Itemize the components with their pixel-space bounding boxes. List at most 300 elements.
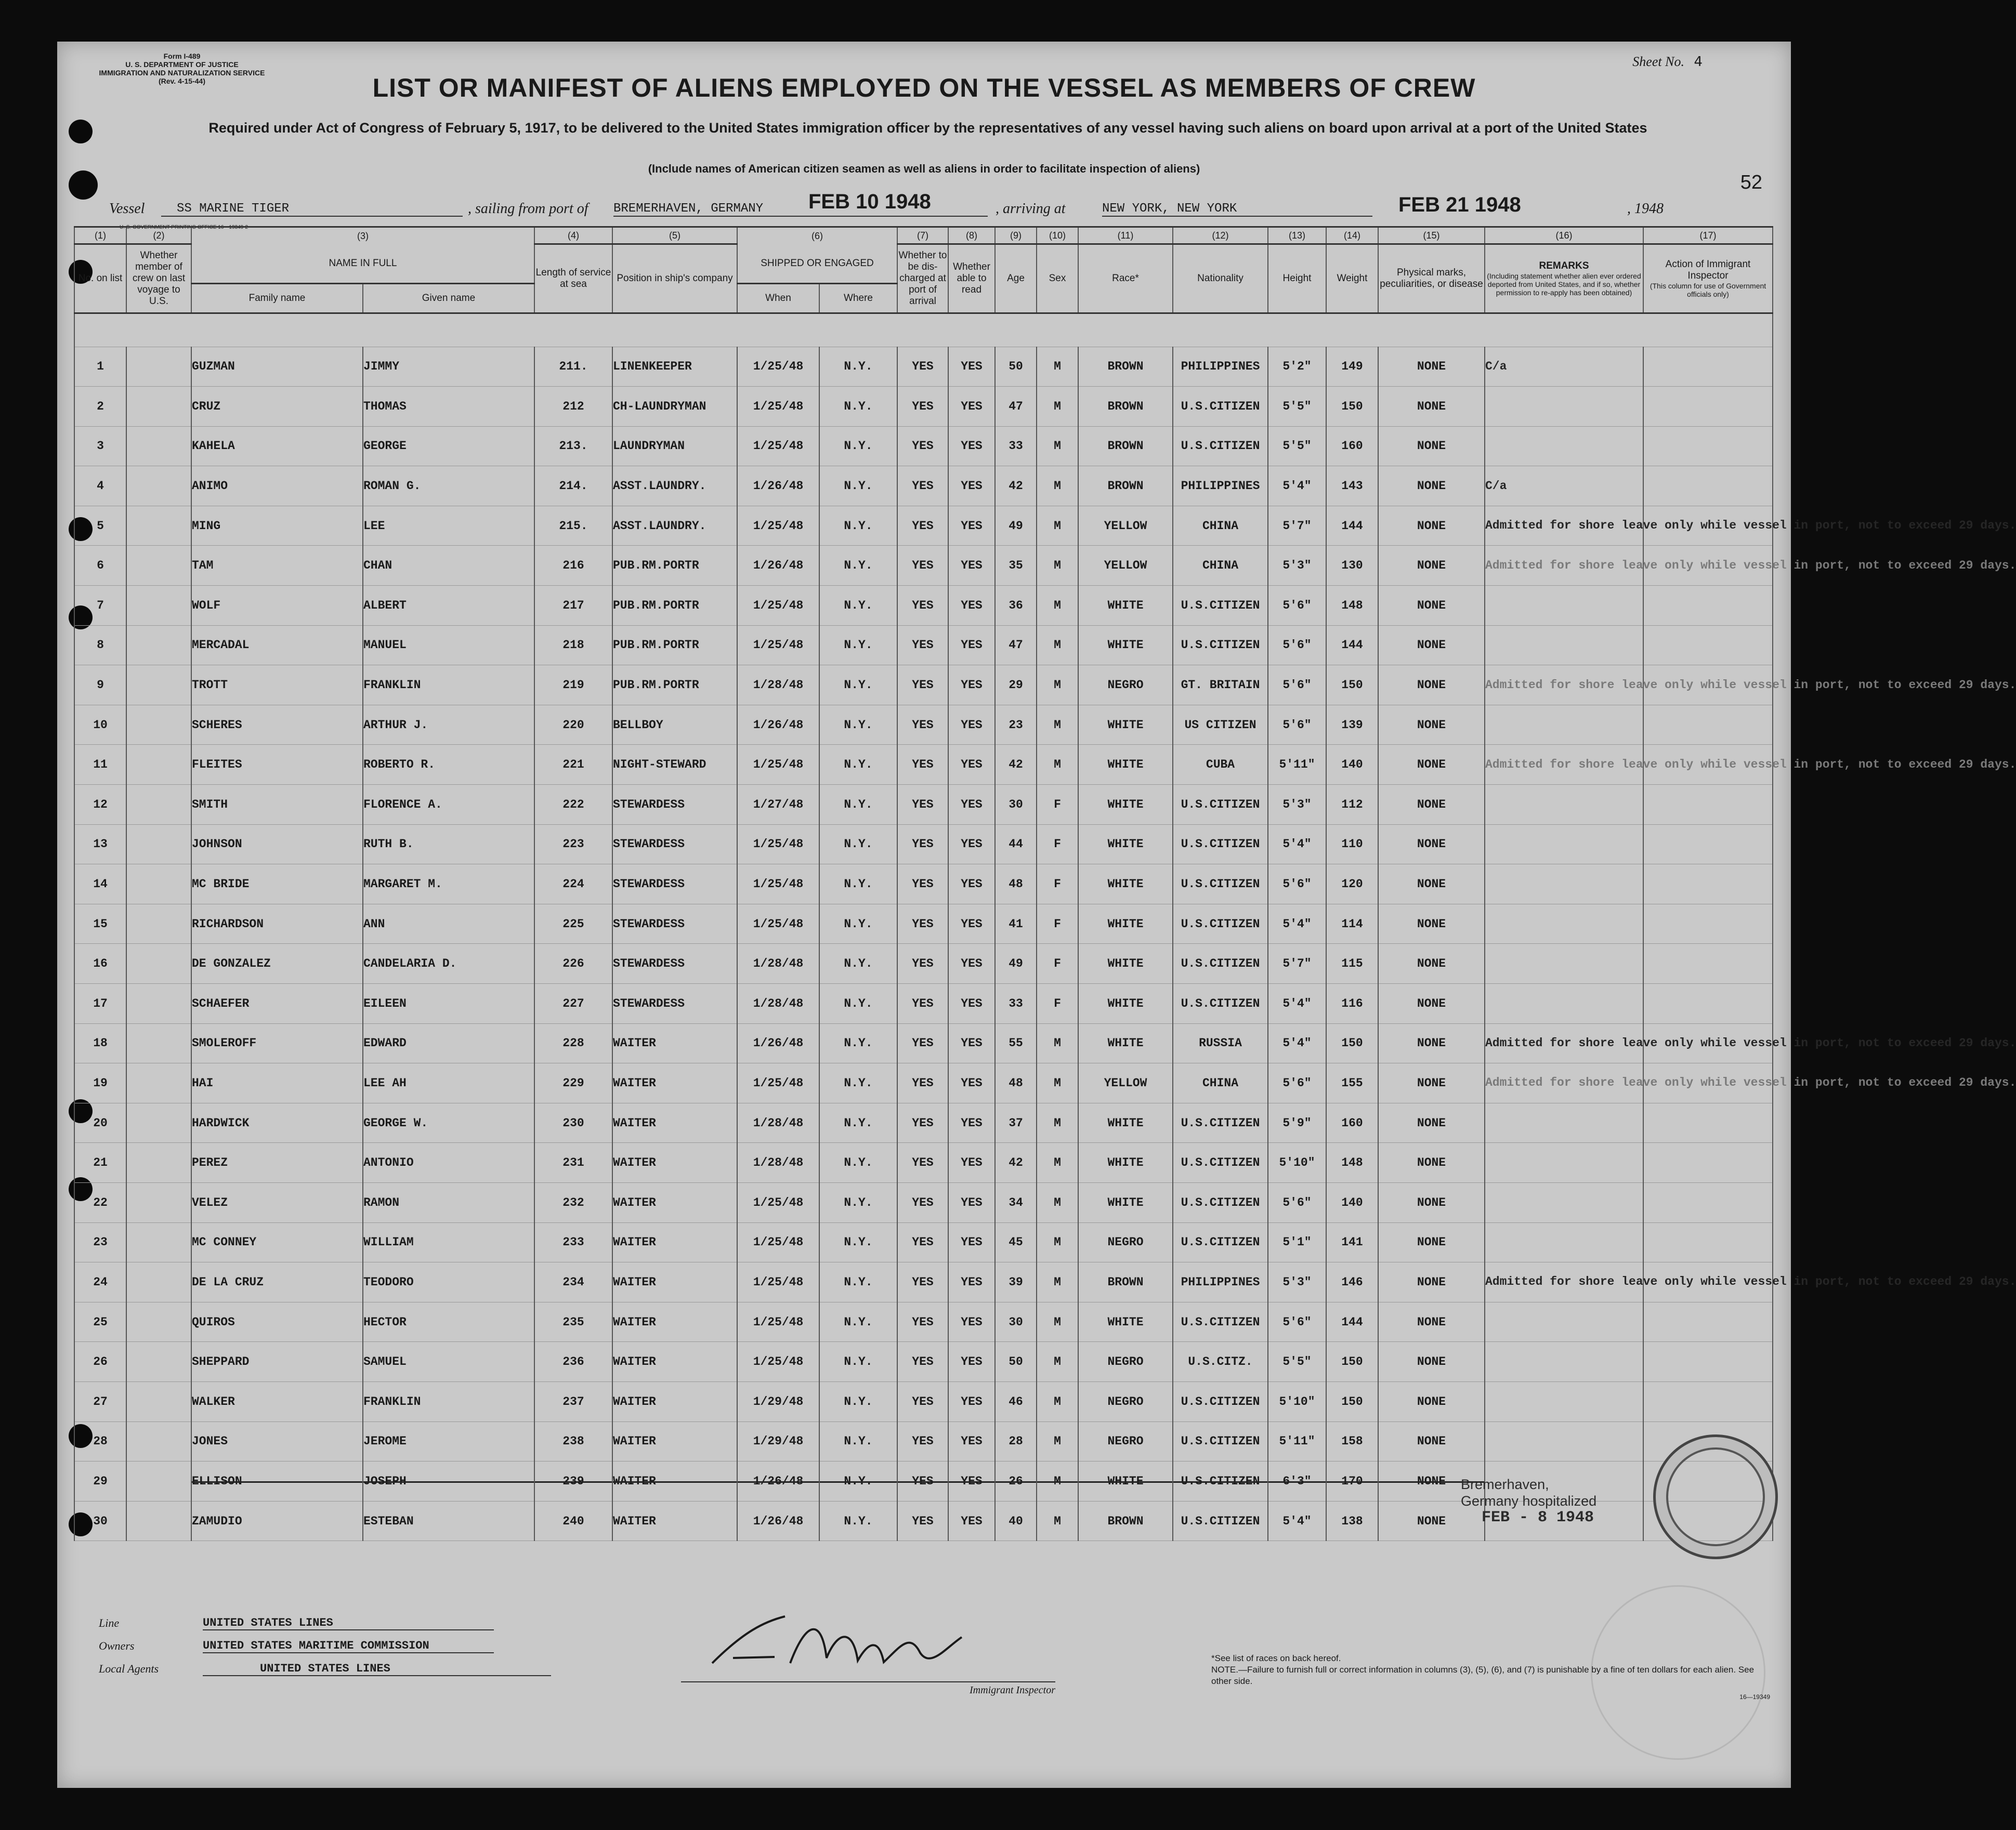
able-to-read: YES — [948, 665, 995, 705]
vessel-info-row — [109, 190, 1695, 219]
nationality: U.S.CITIZEN — [1173, 1302, 1268, 1342]
race: BROWN — [1078, 1501, 1173, 1541]
age: 30 — [995, 1302, 1037, 1342]
header-discharged: Whether to be dis-charged at port of arrival — [897, 244, 948, 313]
sheet-number — [1632, 54, 1703, 70]
race: WHITE — [1078, 625, 1173, 665]
last-voyage-cell — [126, 1063, 191, 1103]
able-to-read: YES — [948, 1302, 995, 1342]
table-row — [74, 586, 1773, 626]
age: 30 — [995, 785, 1037, 825]
able-to-read: YES — [948, 1462, 995, 1502]
shipped-where: N.Y. — [819, 1182, 897, 1222]
weight: 148 — [1326, 586, 1378, 626]
last-voyage-cell — [126, 1421, 191, 1462]
height: 5'10" — [1268, 1381, 1326, 1421]
position: PUB.RM.PORTR — [612, 546, 737, 586]
family-name: ELLISON — [191, 1462, 363, 1502]
shipped-where: N.Y. — [819, 824, 897, 864]
inspector-action-cell — [1643, 1103, 1773, 1143]
inspector-action-cell — [1643, 944, 1773, 984]
form-number: Form I-489 — [163, 52, 201, 60]
given-name: WILLIAM — [363, 1222, 534, 1262]
table-row — [74, 665, 1773, 705]
hospital-note-date: FEB - 8 1948 — [1482, 1509, 1594, 1526]
sex: M — [1037, 1023, 1078, 1063]
row-number: 16 — [74, 944, 126, 984]
sex: M — [1037, 1421, 1078, 1462]
shipped-when: 1/25/48 — [737, 1222, 819, 1262]
sex: F — [1037, 864, 1078, 904]
inspector-action-cell — [1643, 625, 1773, 665]
official-seal — [1653, 1434, 1778, 1559]
to-be-discharged: YES — [897, 1222, 948, 1262]
inspector-action-cell — [1643, 426, 1773, 466]
remarks — [1485, 824, 1643, 864]
to-be-discharged: YES — [897, 785, 948, 825]
to-be-discharged: YES — [897, 466, 948, 506]
last-voyage-cell — [126, 824, 191, 864]
header-when: When — [737, 283, 819, 313]
remarks — [1485, 904, 1643, 944]
able-to-read: YES — [948, 1182, 995, 1222]
able-to-read: YES — [948, 824, 995, 864]
last-voyage-cell — [126, 586, 191, 626]
family-name: PEREZ — [191, 1143, 363, 1183]
sex: M — [1037, 426, 1078, 466]
given-name: EILEEN — [363, 984, 534, 1024]
physical-marks: NONE — [1378, 984, 1485, 1024]
row-number: 20 — [74, 1103, 126, 1143]
length-of-service: 223 — [534, 824, 612, 864]
row-number: 2 — [74, 387, 126, 427]
to-be-discharged: YES — [897, 864, 948, 904]
inspector-action-cell — [1643, 1302, 1773, 1342]
sex: F — [1037, 904, 1078, 944]
length-of-service: 240 — [534, 1501, 612, 1541]
table-row — [74, 1063, 1773, 1103]
weight: 148 — [1326, 1143, 1378, 1183]
weight: 140 — [1326, 745, 1378, 785]
age: 26 — [995, 1462, 1037, 1502]
row-number: 15 — [74, 904, 126, 944]
race: BROWN — [1078, 387, 1173, 427]
family-name: MC BRIDE — [191, 864, 363, 904]
height: 5'6" — [1268, 665, 1326, 705]
family-name: SCHERES — [191, 705, 363, 745]
inspector-action-cell — [1643, 387, 1773, 427]
height: 6'3" — [1268, 1462, 1326, 1502]
physical-marks: NONE — [1378, 1421, 1485, 1462]
sex: M — [1037, 1342, 1078, 1382]
shipped-where: N.Y. — [819, 546, 897, 586]
weight: 150 — [1326, 665, 1378, 705]
position: LINENKEEPER — [612, 347, 737, 387]
length-of-service: 221 — [534, 745, 612, 785]
age: 49 — [995, 944, 1037, 984]
shipped-where: N.Y. — [819, 387, 897, 427]
remarks — [1485, 1182, 1643, 1222]
shipped-when: 1/28/48 — [737, 665, 819, 705]
physical-marks: NONE — [1378, 1381, 1485, 1421]
row-number: 28 — [74, 1421, 126, 1462]
able-to-read: YES — [948, 1023, 995, 1063]
height: 5'9" — [1268, 1103, 1326, 1143]
shipped-where: N.Y. — [819, 705, 897, 745]
remarks — [1485, 586, 1643, 626]
length-of-service: 216 — [534, 546, 612, 586]
document-subtitle: Required under Act of Congress of February 5, 1917, to be delivered to the United States immigration officer by the representatives of any vessel having such aliens on board upon arrival at a port of the United States — [208, 120, 1647, 136]
table-row — [74, 426, 1773, 466]
col-number: (15) — [1378, 227, 1485, 244]
age: 35 — [995, 546, 1037, 586]
age: 50 — [995, 347, 1037, 387]
shipped-when: 1/26/48 — [737, 1501, 819, 1541]
shipped-when: 1/25/48 — [737, 1063, 819, 1103]
row-number: 10 — [74, 705, 126, 745]
age: 45 — [995, 1222, 1037, 1262]
last-voyage-cell — [126, 1103, 191, 1143]
given-name: JOSEPH — [363, 1462, 534, 1502]
nationality: U.S.CITIZEN — [1173, 625, 1268, 665]
length-of-service: 226 — [534, 944, 612, 984]
length-of-service: 218 — [534, 625, 612, 665]
to-be-discharged: YES — [897, 1023, 948, 1063]
nationality: U.S.CITIZEN — [1173, 785, 1268, 825]
remarks — [1485, 1103, 1643, 1143]
row-number: 30 — [74, 1501, 126, 1541]
header-inspector-action — [1643, 244, 1773, 313]
height: 5'6" — [1268, 864, 1326, 904]
agents-value: UNITED STATES LINES — [203, 1662, 551, 1676]
able-to-read: YES — [948, 466, 995, 506]
family-name: WOLF — [191, 586, 363, 626]
shipped-where: N.Y. — [819, 1063, 897, 1103]
weight: 114 — [1326, 904, 1378, 944]
remarks: Admitted for shore leave only while vessel in port, not to exceed 29 days. — [1485, 665, 1643, 705]
position: STEWARDESS — [612, 904, 737, 944]
race: NEGRO — [1078, 665, 1173, 705]
physical-marks: NONE — [1378, 864, 1485, 904]
height: 5'3" — [1268, 546, 1326, 586]
last-voyage-cell — [126, 1262, 191, 1302]
shipped-where: N.Y. — [819, 944, 897, 984]
weight: 150 — [1326, 1023, 1378, 1063]
given-name: ANN — [363, 904, 534, 944]
length-of-service: 237 — [534, 1381, 612, 1421]
race: WHITE — [1078, 586, 1173, 626]
row-number: 14 — [74, 864, 126, 904]
sex: M — [1037, 1222, 1078, 1262]
footer-owners-row — [99, 1639, 567, 1662]
physical-marks: NONE — [1378, 1222, 1485, 1262]
race: WHITE — [1078, 1182, 1173, 1222]
last-voyage-cell — [126, 1342, 191, 1382]
weight: 143 — [1326, 466, 1378, 506]
position: WAITER — [612, 1462, 737, 1502]
header-race: Race* — [1078, 244, 1173, 313]
able-to-read: YES — [948, 426, 995, 466]
shipped-when: 1/25/48 — [737, 625, 819, 665]
shipped-when: 1/27/48 — [737, 785, 819, 825]
family-name: QUIROS — [191, 1302, 363, 1342]
age: 50 — [995, 1342, 1037, 1382]
sailing-label: , sailing from port of — [468, 201, 588, 217]
shipped-where: N.Y. — [819, 864, 897, 904]
header-name-in-full: NAME IN FULL — [191, 244, 534, 284]
shipped-where: N.Y. — [819, 1103, 897, 1143]
length-of-service: 232 — [534, 1182, 612, 1222]
shipped-where: N.Y. — [819, 1381, 897, 1421]
inspector-action-cell — [1643, 705, 1773, 745]
age: 42 — [995, 466, 1037, 506]
length-of-service: 238 — [534, 1421, 612, 1462]
to-be-discharged: YES — [897, 665, 948, 705]
col-number: (4) — [534, 227, 612, 244]
race: NEGRO — [1078, 1342, 1173, 1382]
shipped-where: N.Y. — [819, 586, 897, 626]
remarks: Admitted for shore leave only while vessel in port, not to exceed 29 days. — [1485, 745, 1643, 785]
physical-marks: NONE — [1378, 506, 1485, 546]
inspector-action-cell — [1643, 466, 1773, 506]
printing-office-line: U. S. GOVERNMENT PRINTING OFFICE 16—19349-2 — [120, 225, 248, 230]
nationality: RUSSIA — [1173, 1023, 1268, 1063]
table-row — [74, 387, 1773, 427]
footer-agents-row — [99, 1662, 567, 1685]
remarks — [1485, 785, 1643, 825]
last-voyage-cell — [126, 347, 191, 387]
shipped-when: 1/26/48 — [737, 1462, 819, 1502]
table-row — [74, 745, 1773, 785]
family-name: TROTT — [191, 665, 363, 705]
row-number: 29 — [74, 1462, 126, 1502]
able-to-read: YES — [948, 1222, 995, 1262]
vessel-label: Vessel — [109, 201, 145, 217]
shipped-where: N.Y. — [819, 665, 897, 705]
header-shipped-or-engaged: SHIPPED OR ENGAGED — [737, 244, 897, 284]
footer-notes — [1211, 1653, 1773, 1687]
length-of-service: 211. — [534, 347, 612, 387]
height: 5'4" — [1268, 466, 1326, 506]
age: 40 — [995, 1501, 1037, 1541]
shipped-when: 1/25/48 — [737, 904, 819, 944]
header-family-name: Family name — [191, 283, 363, 313]
last-voyage-cell — [126, 426, 191, 466]
height: 5'6" — [1268, 1063, 1326, 1103]
sex: M — [1037, 1063, 1078, 1103]
length-of-service: 215. — [534, 506, 612, 546]
weight: 144 — [1326, 1302, 1378, 1342]
race: WHITE — [1078, 904, 1173, 944]
given-name: ROMAN G. — [363, 466, 534, 506]
shipped-where: N.Y. — [819, 1143, 897, 1183]
to-be-discharged: YES — [897, 1262, 948, 1302]
sex: M — [1037, 1262, 1078, 1302]
given-name: FLORENCE A. — [363, 785, 534, 825]
shipped-when: 1/25/48 — [737, 745, 819, 785]
to-be-discharged: YES — [897, 347, 948, 387]
last-voyage-cell — [126, 984, 191, 1024]
header-remarks — [1485, 244, 1643, 313]
header-length-of-service: Length of service at sea — [534, 244, 612, 313]
row-number: 11 — [74, 745, 126, 785]
line-label: Line — [99, 1616, 120, 1629]
height: 5'4" — [1268, 904, 1326, 944]
remarks-note: (Including statement whether alien ever ordered deported from United States, and if so, whether permission to re-apply has been obtained) — [1487, 271, 1641, 297]
age: 47 — [995, 625, 1037, 665]
shipped-when: 1/28/48 — [737, 944, 819, 984]
inspector-signature-line: Immigrant Inspector — [681, 1681, 1055, 1696]
row-number: 19 — [74, 1063, 126, 1103]
able-to-read: YES — [948, 546, 995, 586]
physical-marks: NONE — [1378, 387, 1485, 427]
given-name: SAMUEL — [363, 1342, 534, 1382]
position: WAITER — [612, 1421, 737, 1462]
given-name: MARGARET M. — [363, 864, 534, 904]
sex: M — [1037, 347, 1078, 387]
family-name: MING — [191, 506, 363, 546]
row-number: 21 — [74, 1143, 126, 1183]
table-row — [74, 824, 1773, 864]
able-to-read: YES — [948, 1063, 995, 1103]
line-value: UNITED STATES LINES — [203, 1616, 494, 1630]
inspector-action-cell — [1643, 1342, 1773, 1382]
sex: M — [1037, 387, 1078, 427]
inspector-action-cell — [1643, 785, 1773, 825]
given-name: ARTHUR J. — [363, 705, 534, 745]
col-number: (16) — [1485, 227, 1643, 244]
position: STEWARDESS — [612, 824, 737, 864]
row-number: 1 — [74, 347, 126, 387]
shipped-where: N.Y. — [819, 1302, 897, 1342]
family-name: SCHAEFER — [191, 984, 363, 1024]
races-note: *See list of races on back hereof. — [1211, 1653, 1341, 1663]
agents-label: Local Agents — [99, 1662, 159, 1675]
length-of-service: 222 — [534, 785, 612, 825]
given-name: ROBERTO R. — [363, 745, 534, 785]
given-name: MANUEL — [363, 625, 534, 665]
race: NEGRO — [1078, 1421, 1173, 1462]
sex: F — [1037, 944, 1078, 984]
sheet-number-value: 4 — [1694, 54, 1703, 70]
race: BROWN — [1078, 347, 1173, 387]
able-to-read: YES — [948, 785, 995, 825]
remarks — [1485, 1421, 1643, 1462]
shipped-when: 1/25/48 — [737, 387, 819, 427]
age: 42 — [995, 745, 1037, 785]
sex: F — [1037, 785, 1078, 825]
weight: 160 — [1326, 1103, 1378, 1143]
age: 23 — [995, 705, 1037, 745]
row-number: 9 — [74, 665, 126, 705]
to-be-discharged: YES — [897, 1143, 948, 1183]
footer-line-row — [99, 1616, 567, 1639]
able-to-read: YES — [948, 387, 995, 427]
weight: 158 — [1326, 1421, 1378, 1462]
race: WHITE — [1078, 1302, 1173, 1342]
nationality: U.S.CITIZEN — [1173, 904, 1268, 944]
to-be-discharged: YES — [897, 1182, 948, 1222]
physical-marks: NONE — [1378, 1103, 1485, 1143]
row-number: 4 — [74, 466, 126, 506]
age: 48 — [995, 1063, 1037, 1103]
table-row — [74, 506, 1773, 546]
able-to-read: YES — [948, 506, 995, 546]
weight: 130 — [1326, 546, 1378, 586]
position: CH-LAUNDRYMAN — [612, 387, 737, 427]
nationality: U.S.CITIZEN — [1173, 387, 1268, 427]
col-number: (9) — [995, 227, 1037, 244]
to-be-discharged: YES — [897, 745, 948, 785]
footer-fields — [99, 1616, 567, 1685]
physical-marks: NONE — [1378, 1262, 1485, 1302]
table-row — [74, 705, 1773, 745]
header-where: Where — [819, 283, 897, 313]
weight: 155 — [1326, 1063, 1378, 1103]
physical-marks: NONE — [1378, 824, 1485, 864]
race: WHITE — [1078, 1143, 1173, 1183]
table-row — [74, 984, 1773, 1024]
height: 5'6" — [1268, 1182, 1326, 1222]
shipped-when: 1/26/48 — [737, 705, 819, 745]
given-name: CHAN — [363, 546, 534, 586]
inspector-action-cell — [1643, 824, 1773, 864]
shipped-where: N.Y. — [819, 1342, 897, 1382]
length-of-service: 224 — [534, 864, 612, 904]
physical-marks: NONE — [1378, 904, 1485, 944]
given-name: LEE AH — [363, 1063, 534, 1103]
table-row — [74, 1143, 1773, 1183]
remarks — [1485, 864, 1643, 904]
able-to-read: YES — [948, 944, 995, 984]
length-of-service: 236 — [534, 1342, 612, 1382]
family-name: RICHARDSON — [191, 904, 363, 944]
height: 5'10" — [1268, 1143, 1326, 1183]
header-height: Height — [1268, 244, 1326, 313]
nationality: U.S.CITIZEN — [1173, 1462, 1268, 1502]
nationality: CHINA — [1173, 506, 1268, 546]
nationality: U.S.CITIZEN — [1173, 586, 1268, 626]
able-to-read: YES — [948, 1501, 995, 1541]
to-be-discharged: YES — [897, 1421, 948, 1462]
length-of-service: 227 — [534, 984, 612, 1024]
race: WHITE — [1078, 1103, 1173, 1143]
sex: M — [1037, 1501, 1078, 1541]
given-name: JEROME — [363, 1421, 534, 1462]
height: 5'7" — [1268, 944, 1326, 984]
row-number: 17 — [74, 984, 126, 1024]
shipped-where: N.Y. — [819, 1421, 897, 1462]
shipped-where: N.Y. — [819, 426, 897, 466]
given-name: RUTH B. — [363, 824, 534, 864]
age: 34 — [995, 1182, 1037, 1222]
able-to-read: YES — [948, 745, 995, 785]
to-be-discharged: YES — [897, 824, 948, 864]
race: YELLOW — [1078, 546, 1173, 586]
remarks — [1485, 625, 1643, 665]
able-to-read: YES — [948, 904, 995, 944]
row-number: 6 — [74, 546, 126, 586]
given-name: CANDELARIA D. — [363, 944, 534, 984]
age: 55 — [995, 1023, 1037, 1063]
nationality: U.S.CITZ. — [1173, 1342, 1268, 1382]
physical-marks: NONE — [1378, 1302, 1485, 1342]
col-number: (17) — [1643, 227, 1773, 244]
row-number: 13 — [74, 824, 126, 864]
row-number: 12 — [74, 785, 126, 825]
shipped-when: 1/25/48 — [737, 426, 819, 466]
shipped-when: 1/28/48 — [737, 1143, 819, 1183]
